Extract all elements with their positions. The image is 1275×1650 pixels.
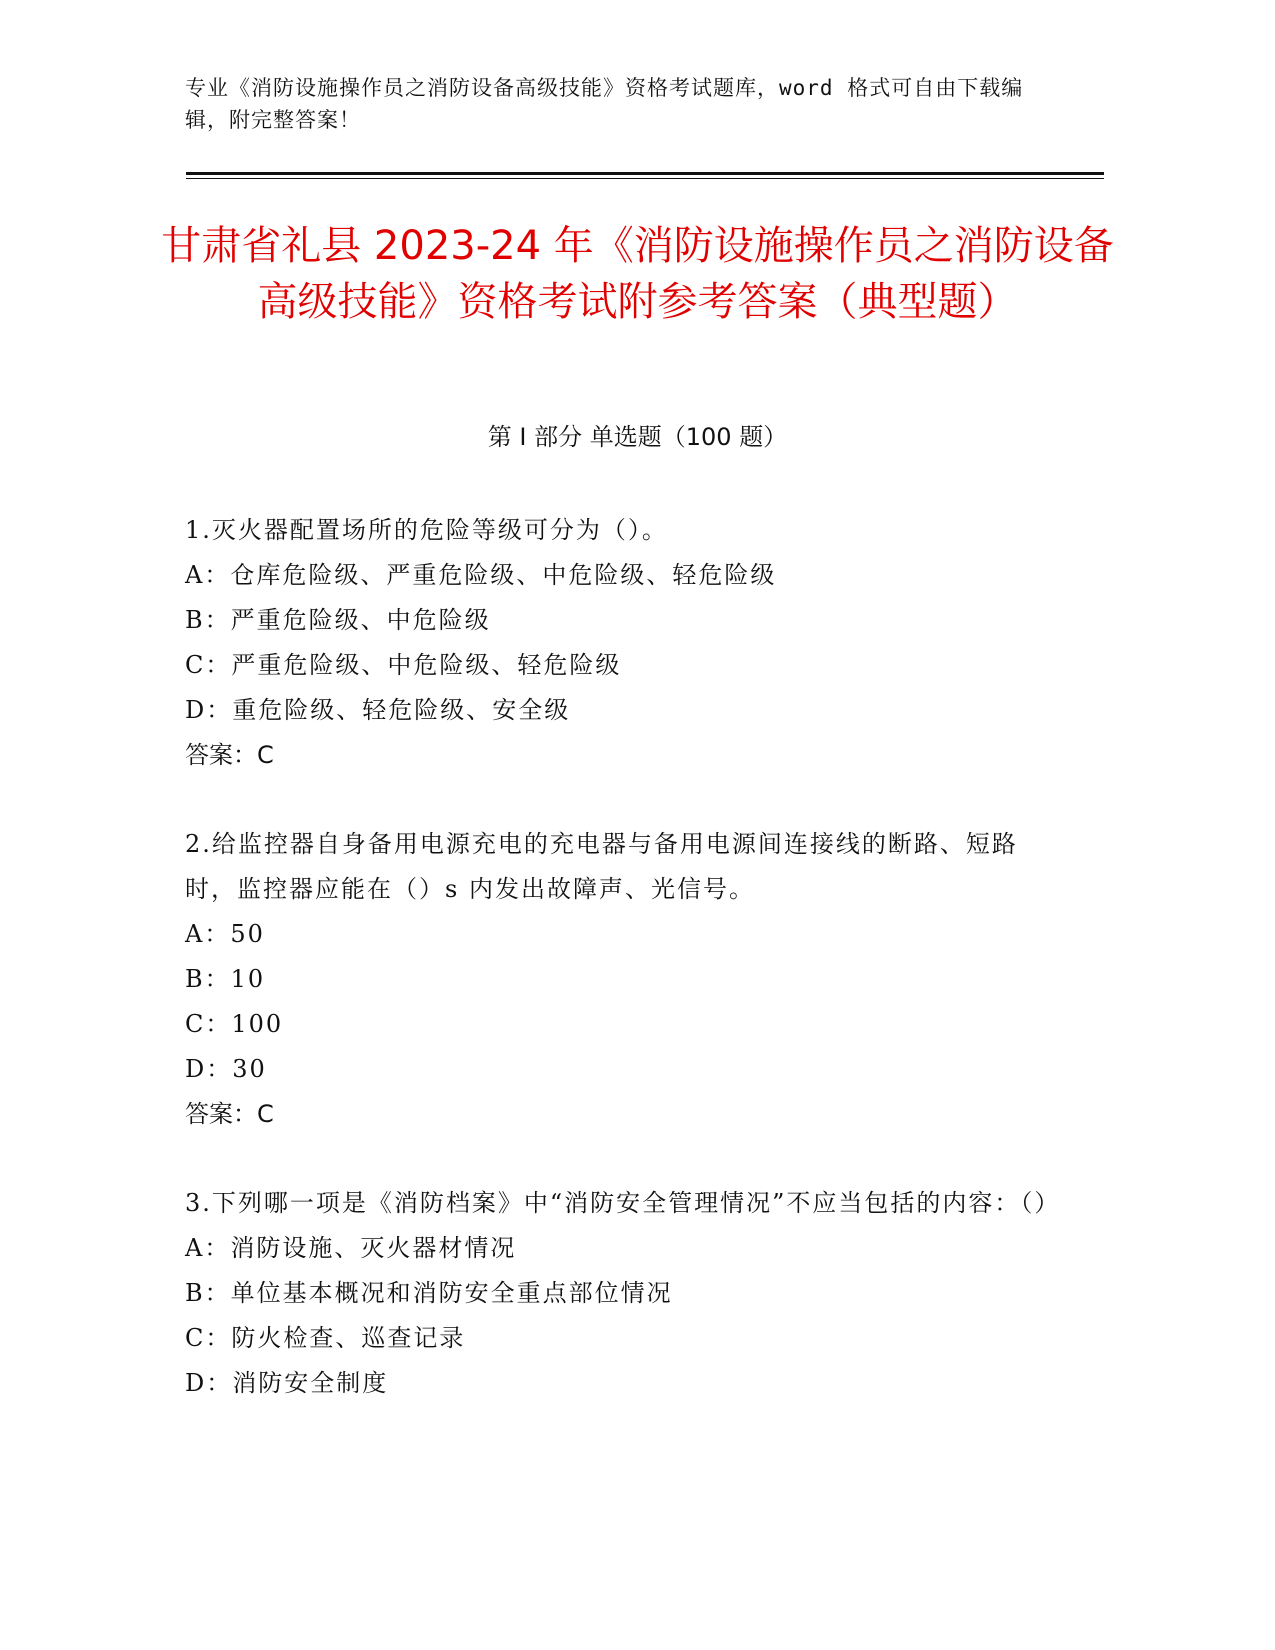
question-item bbox=[185, 822, 1065, 1137]
question-item bbox=[185, 508, 1065, 778]
header-divider bbox=[186, 172, 1104, 175]
question-stem: 1.灭火器配置场所的危险等级可分为（）。 bbox=[185, 516, 668, 544]
question-option-d: D：30 bbox=[185, 1055, 267, 1083]
question-option-a: A：消防设施、灭火器材情况 bbox=[185, 1234, 517, 1262]
question-item bbox=[185, 1181, 1065, 1406]
question-stem: 2.给监控器自身备用电源充电的充电器与备用电源间连接线的断路、短路时，监控器应能在（）s 内发出故障声、光信号。 bbox=[185, 830, 1018, 903]
question-option-d: D：消防安全制度 bbox=[185, 1369, 389, 1397]
question-option-a: A：50 bbox=[185, 920, 265, 948]
question-stem: 3.下列哪一项是《消防档案》中“消防安全管理情况”不应当包括的内容：（） bbox=[185, 1189, 1061, 1217]
header-divider-thin bbox=[186, 178, 1104, 179]
header-note: 专业《消防设施操作员之消防设备高级技能》资格考试题库，word 格式可自由下载编辑，附完整答案！ bbox=[185, 76, 1024, 132]
question-answer: 答案：C bbox=[185, 741, 274, 769]
question-option-c: C：严重危险级、中危险级、轻危险级 bbox=[185, 651, 622, 679]
question-list bbox=[185, 508, 1065, 1450]
question-option-b: B：10 bbox=[185, 965, 266, 993]
question-answer: 答案：C bbox=[185, 1100, 274, 1128]
question-option-b: B：严重危险级、中危险级 bbox=[185, 606, 491, 634]
question-option-c: C：100 bbox=[185, 1010, 284, 1038]
question-option-b: B：单位基本概况和消防安全重点部位情况 bbox=[185, 1279, 673, 1307]
section-heading: 第 I 部分 单选题（100 题） bbox=[487, 423, 788, 451]
question-option-c: C：防火检查、巡查记录 bbox=[185, 1324, 466, 1352]
document-title: 甘肃省礼县 2023-24 年《消防设施操作员之消防设备高级技能》资格考试附参考答案（典型题） bbox=[161, 223, 1114, 325]
question-option-d: D：重危险级、轻危险级、安全级 bbox=[185, 696, 571, 724]
question-option-a: A：仓库危险级、严重危险级、中危险级、轻危险级 bbox=[185, 561, 777, 589]
